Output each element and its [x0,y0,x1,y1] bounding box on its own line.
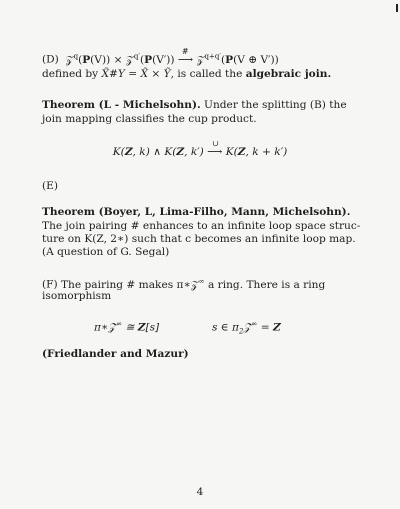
theorem-blmm-line-3: (A question of G. Segal) [42,246,170,258]
para-f-text-1: The pairing # makes π∗𝒵∞ a ring. There is a ring [57,277,326,291]
theorem-blmm-line-2: ture on K(Z, 2∗) such that c becomes an infinite loop map. [42,233,356,245]
theorem-lm-line-2 [42,113,257,127]
theorem-blmm-title: Theorem (Boyer, L, Lima-Filho, Mann, Michelsohn). [42,206,351,218]
para-f-formula-left: π∗𝒵∞ ≅ Z[s] [94,320,160,334]
page-edge-mark [396,4,398,12]
para-d-formula: 𝒵$^q$(P(V)) × 𝒵$^{q'}$(P(V′)) # ⟶ 𝒵$^{q+q'}$(P(V ⊕ V′)) [65,46,279,66]
para-d-text-after: , is called the [170,68,246,80]
theorem-lm-title: Theorem (L - Michelsohn). [42,99,201,111]
para-e-label: (E) [42,180,58,192]
para-d-formula-def: X̃#Y = X̃ × Ỹ [101,68,171,80]
para-f-label: (F) [42,278,58,291]
page-number: 4 [196,486,204,498]
para-d-label: (D) [42,53,59,66]
para-f-line-2: isomorphism [42,290,112,302]
theorem-lm-text-1: Under the splitting (B) the [200,99,347,111]
attribution: (Friedlander and Mazur) [42,348,189,360]
para-d-formula-line [42,46,279,67]
theorem-blmm-line-1: The join pairing # enhances to an infinite loop space struc- [42,220,361,232]
para-d-term: algebraic join. [245,68,332,80]
theorem-lm-text-2: join mapping classifies the cup product. [42,113,257,125]
para-d-text-before: defined by [42,68,102,80]
para-d-definition-line [42,68,331,82]
theorem-lm-line-1 [42,99,347,113]
theorem-lm-formula: K(Z, k) ∧ K(Z, k′) ∪ ⟶ K(Z, k + k′) [112,139,288,158]
para-f-formula-right: s ∈ $\pi_2𝒵^\infty = Z$ [212,320,281,336]
